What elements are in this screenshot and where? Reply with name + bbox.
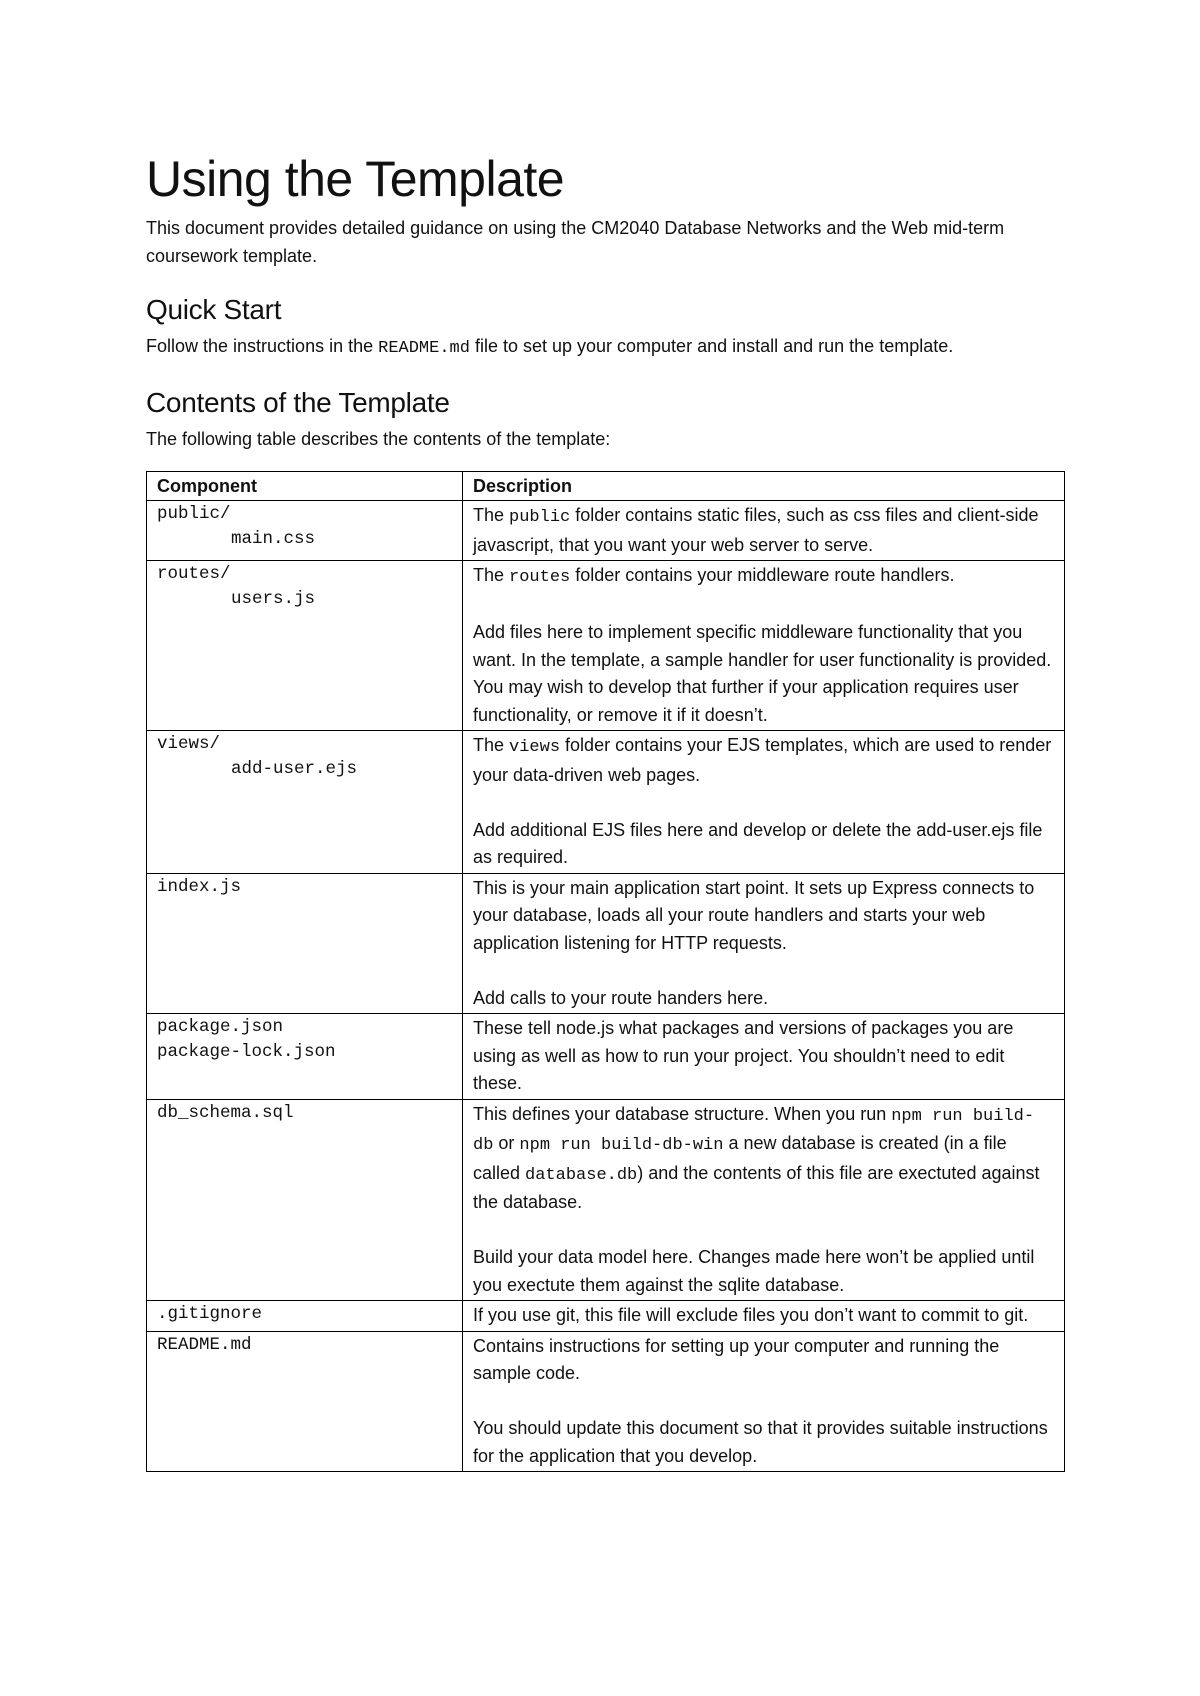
description-cell [463, 1014, 1065, 1100]
component-file: package-lock.json [157, 1042, 336, 1062]
description-cell [463, 731, 1065, 874]
contents-heading: Contents of the Template [146, 387, 450, 418]
description-cell [463, 501, 1065, 561]
document-page [146, 148, 1064, 1472]
table-header-row [147, 472, 1065, 501]
component-file: db_schema.sql [157, 1102, 294, 1123]
text-fragment: or [493, 1133, 520, 1153]
readme-code: README.md [378, 339, 470, 358]
description-text: Contains instructions for setting up your computer and running the sample code. [473, 1335, 1000, 1383]
description-text [473, 562, 1054, 592]
component-file: add-user.ejs [231, 759, 358, 779]
description-cell [463, 873, 1065, 1014]
component-cell [147, 1301, 463, 1332]
table-row [147, 561, 1065, 731]
component-folder: public/ [157, 504, 231, 524]
quick-start-paragraph [146, 332, 1064, 363]
description-text [473, 502, 1054, 559]
contents-paragraph: The following table describes the contents of the template: [146, 429, 611, 449]
quick-start-heading: Quick Start [146, 294, 282, 325]
description-cell [463, 1331, 1065, 1472]
description-cell [463, 1301, 1065, 1332]
description-text: You should update this document so that it provides suitable instructions for the application that you develop. [473, 1418, 1048, 1466]
description-text: Add files here to implement specific middleware functionality that you want. In the template, a sample handler for user functionality is provided. You may wish to develop that further if your application requires user functionality, or remove it if it doesn’t. [473, 622, 1052, 725]
description-text: Add additional EJS files here and develop or delete the add-user.ejs file as required. [473, 819, 1043, 867]
quick-start-text-after: file to set up your computer and install and run the template. [469, 336, 954, 356]
component-file: package.json [157, 1017, 284, 1037]
description-text [473, 732, 1054, 789]
description-text: These tell node.js what packages and versions of packages you are using as well as how to run your project. You shouldn’t need to edit these. [473, 1018, 1014, 1093]
table-row [147, 873, 1065, 1014]
component-cell [147, 731, 463, 874]
description-text: Add calls to your route handers here. [473, 987, 769, 1008]
component-cell [147, 1099, 463, 1301]
quick-start-text-before: Follow the instructions in the [146, 336, 379, 356]
table-row [147, 1014, 1065, 1100]
component-file: README.md [157, 1334, 252, 1355]
column-header-description: Description [463, 472, 1065, 501]
inline-code: database.db [525, 1165, 638, 1185]
text-fragment: The [473, 565, 510, 585]
contents-table [146, 471, 1065, 1472]
inline-code: views [509, 738, 561, 757]
table-row [147, 1099, 1065, 1301]
table-row [147, 1301, 1065, 1332]
component-cell [147, 501, 463, 561]
component-cell [147, 873, 463, 1014]
text-fragment: folder contains your middleware route handlers. [570, 565, 955, 585]
inline-code: npm run build-db-win [519, 1136, 724, 1155]
component-file: index.js [157, 876, 242, 897]
table-row [147, 1331, 1065, 1472]
table-row [147, 731, 1065, 874]
component-cell [147, 561, 463, 731]
description-text: If you use git, this file will exclude files you don’t want to commit to git. [473, 1305, 1029, 1325]
component-file: users.js [231, 589, 316, 609]
description-text: Build your data model here. Changes made here won’t be applied until you exectute them against the sqlite database. [473, 1247, 1035, 1295]
table-row [147, 501, 1065, 561]
inline-code: npm run build-db [473, 1106, 1035, 1155]
component-folder: views/ [157, 734, 221, 754]
text-fragment: folder contains your EJS templates, which are used to render your data-driven web pages. [473, 735, 1052, 785]
description-text [473, 1101, 1054, 1217]
text-fragment: The [473, 735, 510, 755]
component-cell [147, 1014, 463, 1100]
document-title: Using the Template [146, 151, 565, 207]
text-fragment: folder contains static files, such as css files and client-side javascript, that you want your web server to serve. [473, 505, 1039, 555]
inline-code: routes [509, 568, 571, 587]
component-folder: routes/ [157, 564, 231, 584]
component-file: main.css [231, 529, 316, 549]
description-cell [463, 561, 1065, 731]
intro-paragraph: This document provides detailed guidance on using the CM2040 Database Networks and the Web mid-term coursework template. [146, 218, 1005, 266]
component-file: .gitignore [157, 1304, 263, 1324]
text-fragment: ) and the contents of this file are exectuted against the database. [473, 1162, 1040, 1212]
description-cell [463, 1099, 1065, 1301]
text-fragment: The [473, 505, 510, 525]
inline-code: public [509, 508, 571, 527]
text-fragment: a new database is created (in a file called [473, 1133, 1007, 1183]
text-fragment: This defines your database structure. When you run [473, 1103, 892, 1124]
component-cell [147, 1331, 463, 1472]
column-header-component: Component [147, 472, 463, 501]
description-text: This is your main application start point. It sets up Express connects to your database, loads all your route handlers and starts your web application listening for HTTP requests. [473, 877, 1035, 953]
